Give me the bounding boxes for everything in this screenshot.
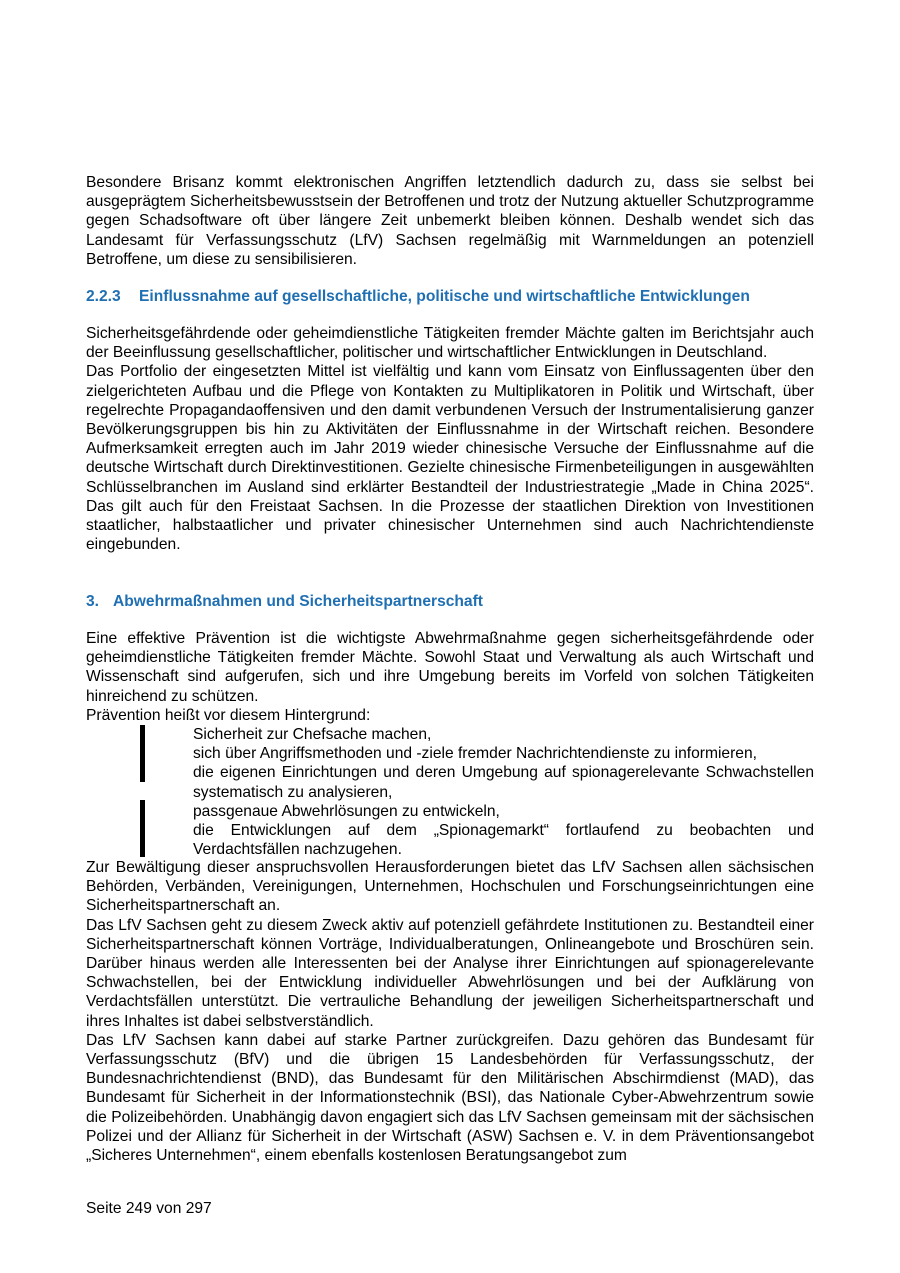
list-item: die eigenen Einrichtungen und deren Umgebung auf spionagerelevante Schwachstellen systematisch zu analysieren,	[193, 764, 814, 801]
paragraph-brisanz	[86, 173, 814, 269]
section-number: 2.2.3	[86, 288, 121, 305]
section-number: 3.	[86, 593, 100, 610]
section-3-intro	[86, 629, 814, 725]
list-item: Sicherheit zur Chefsache machen,	[193, 726, 432, 743]
section-2-2-3-body	[86, 324, 814, 554]
paragraph-text: Sicherheitsgefährdende oder geheimdienstliche Tätigkeiten fremder Mächte galten im Berichtsjahr auch der Beeinflussung gesellschaftlicher, politischer und wirtschaftlicher Entwicklungen in Deutschland.	[86, 325, 814, 362]
section-title: Einflussnahme auf gesellschaftliche, politische und wirtschaftliche Entwicklungen	[139, 288, 750, 305]
paragraph-text: Eine effektive Prävention ist die wichtigste Abwehrmaßnahme gegen sicherheitsgefährdende oder geheimdienstliche Tätigkeiten fremder Mächte. Sowohl Staat und Verwaltung als auch Wirtschaft und Wissenschaft sind aufgerufen, sich und ihre Umgebung bereits im Vorfeld von solchen Tätigkeiten hinreichend zu schützen.	[86, 630, 814, 705]
list-item: sich über Angriffsmethoden und -ziele fremder Nachrichtendienste zu informieren,	[193, 745, 757, 763]
page-number: Seite 249 von 297	[86, 1200, 212, 1217]
paragraph-text: Prävention heißt vor diesem Hintergrund:	[86, 706, 371, 724]
section-heading-3	[86, 592, 483, 611]
list-item: passgenaue Abwehrlösungen zu entwickeln,	[193, 802, 500, 820]
section-title: Abwehrmaßnahmen und Sicherheitspartnerschaft	[113, 593, 483, 610]
paragraph-text: Das Portfolio der eingesetzten Mittel ist vielfältig und kann vom Einsatz von Einflussagenten über den zielgerichteten Aufbau und die Pflege von Kontakten zu Multiplikatoren in Politik und Wirtschaft, über regelrechte Propagandaoffensiven und den damit verbundenen Versuch der Instrumentalisierung ganzer Bevölkerungsgruppen bis hin zu Aktivitäten der Einflussnahme in der Wirtschaft reichen. Besondere Aufmerksamkeit erregten auch im Jahr 2019 wieder chinesische Versuche der Einflussnahme auf die deutsche Wirtschaft durch Direktinvestitionen. Gezielte chinesische Firmenbeteiligungen in ausgewählten Schlüsselbranchen im Ausland sind erklärter Bestandteil der Industriestrategie „Made in China 2025“. Das gilt auch für den Freistaat Sachsen. In die Prozesse der staatlichen Direktion von Investitionen staatlicher, halbstaatlicher und privater chinesischer Unternehmen sind auch Nachrichtendienste eingebunden.	[86, 363, 814, 554]
prevention-list	[193, 725, 814, 859]
paragraph-text: Das LfV Sachsen geht zu diesem Zweck aktiv auf potenziell gefährdete Institutionen zu. Bestandteil einer Sicherheitspartnerschaft können Vorträge, Individualberatungen, Onlineangebote und Broschüren sein. Darüber hinaus werden alle Interessenten bei der Analyse ihrer Einrichtungen auf spionagerelevante Schwachstellen, bei der Entwicklung individueller Abwehrlösungen und bei der Aufklärung von Verdachtsfällen unterstützt. Die vertrauliche Behandlung der jeweiligen Sicherheitspartnerschaft und ihres Inhaltes ist dabei selbstverständlich.	[86, 916, 814, 1030]
list-bullet-bar	[140, 800, 145, 857]
list-item: die Entwicklungen auf dem „Spionagemarkt“ fortlaufend zu beobachten und Verdachtsfällen nachzugehen.	[193, 822, 814, 859]
list-bullet-bar	[140, 725, 145, 782]
section-3-body	[86, 858, 814, 1165]
paragraph-text: Das LfV Sachsen kann dabei auf starke Partner zurückgreifen. Dazu gehören das Bundesamt für Verfassungsschutz (BfV) und die übrigen 15 Landesbehörden für Verfassungsschutz, der Bundesnachrichtendienst (BND), das Bundesamt für den Militärischen Abschirmdienst (MAD), das Bundesamt für Sicherheit in der Informationstechnik (BSI), das Nationale Cyber-Abwehrzentrum sowie die Polizeibehörden. Unabhängig davon engagiert sich das LfV Sachsen gemeinsam mit der sächsischen Polizei und der Allianz für Sicherheit in der Wirtschaft (ASW) Sachsen e. V. in dem Präventionsangebot „Sicheres Unternehmen“, einem ebenfalls kostenlosen Beratungsangebot zum	[86, 1031, 814, 1165]
paragraph-text: Zur Bewältigung dieser anspruchsvollen Herausforderungen bietet das LfV Sachsen allen sächsischen Behörden, Verbänden, Vereinigungen, Unternehmen, Hochschulen und Forschungseinrichtungen eine Sicherheitspartnerschaft an.	[86, 859, 814, 915]
paragraph-text: Besondere Brisanz kommt elektronischen Angriffen letztendlich dadurch zu, dass sie selbst bei ausgeprägtem Sicherheitsbewusstsein der Betroffenen und trotz der Nutzung aktueller Schutzprogramme gegen Schadsoftware oft über längere Zeit unbemerkt bleiben können. Deshalb wendet sich das Landesamt für Verfassungsschutz (LfV) Sachsen regelmäßig mit Warnmeldungen an potenziell Betroffene, um diese zu sensibilisieren.	[86, 174, 814, 268]
section-heading-2-2-3	[86, 287, 750, 306]
